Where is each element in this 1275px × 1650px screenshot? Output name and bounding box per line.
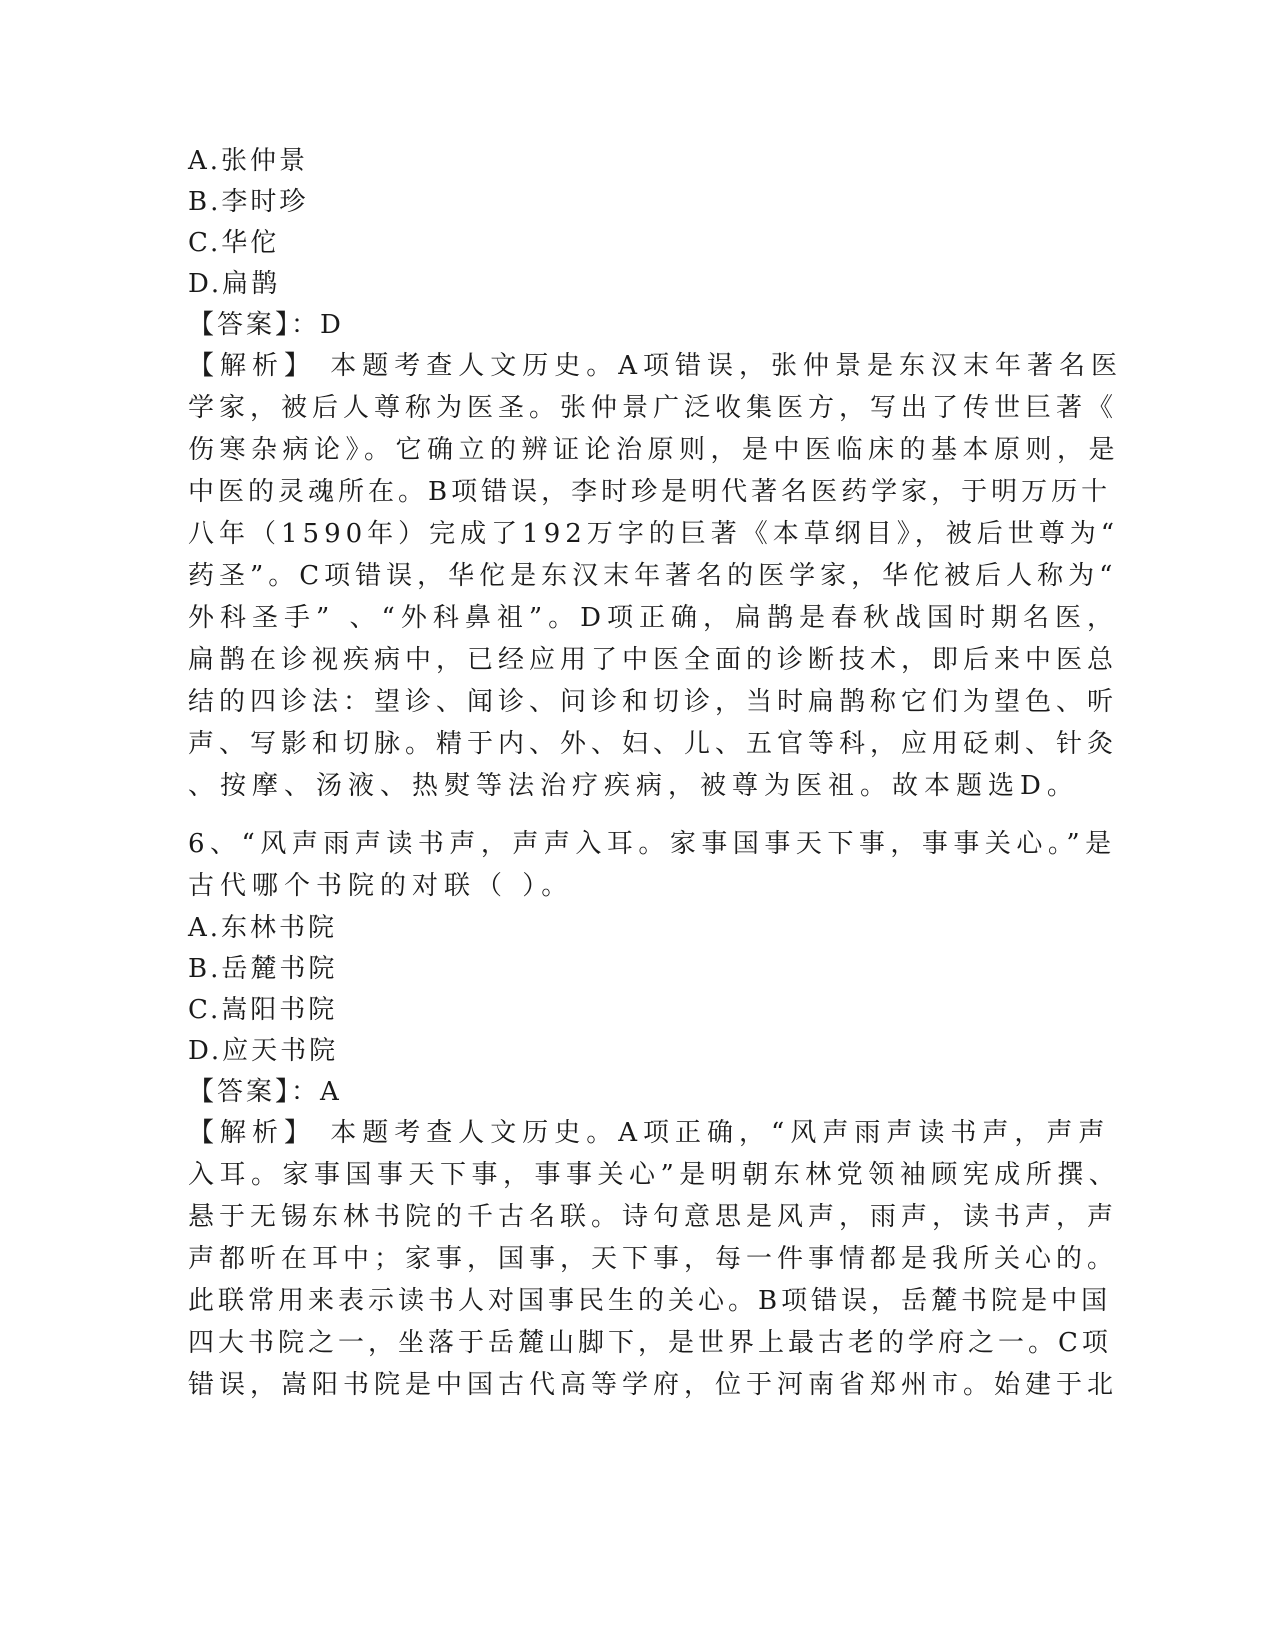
q6-stem-line: 古代哪个书院的对联（ ）。 xyxy=(188,871,574,901)
q5-option-b: B.李时珍 xyxy=(188,187,309,217)
q5-analysis-line: 学家，被后人尊称为医圣。张仲景广泛收集医方，写出了传世巨著《 xyxy=(188,393,1119,423)
q6-analysis-line: 入耳。家事国事天下事，事事关心”是明朝东林党领袖顾宪成所撰、 xyxy=(188,1160,1121,1190)
q5-analysis-line: 药圣”。C项错误，华佗是东汉末年著名的医学家，华佗被后人称为“ xyxy=(188,561,1118,591)
q6-analysis-line: 此联常用来表示读书人对国事民生的关心。B项错误，岳麓书院是中国 xyxy=(188,1286,1112,1316)
q5-option-d: D.扁鹊 xyxy=(188,269,281,299)
q6-analysis-line: 四大书院之一，坐落于岳麓山脚下，是世界上最古老的学府之一。C项 xyxy=(188,1328,1112,1358)
q6-analysis-line: 错误，嵩阳书院是中国古代高等学府，位于河南省郑州市。始建于北 xyxy=(188,1370,1119,1400)
q6-analysis-line: 声都听在耳中；家事，国事，天下事，每一件事情都是我所关心的。 xyxy=(188,1244,1119,1274)
q5-analysis-line: 伤寒杂病论》。它确立的辨证论治原则，是中医临床的基本原则，是 xyxy=(188,435,1121,465)
q5-analysis-line: 、按摩、汤液、热熨等法治疗疾病，被尊为医祖。故本题选D。 xyxy=(188,771,1079,801)
q5-analysis-line: 扁鹊在诊视疾病中，已经应用了中医全面的诊断技术，即后来中医总 xyxy=(188,645,1119,675)
q6-analysis-line: 【解析】 本题考查人文历史。A项正确，“风声雨声读书声，声声 xyxy=(188,1118,1111,1148)
q6-option-b: B.岳麓书院 xyxy=(188,954,338,984)
q6-option-c: C.嵩阳书院 xyxy=(188,995,338,1025)
q6-stem-line: 6、“风声雨声读书声，声声入耳。家事国事天下事，事事关心。”是 xyxy=(188,829,1117,859)
q6-answer: 【答案】：A xyxy=(188,1077,342,1107)
q5-answer: 【答案】：D xyxy=(188,310,344,340)
q5-analysis-line: 外科圣手” 、“外科鼻祖”。D项正确，扁鹊是春秋战国时期名医， xyxy=(188,603,1119,633)
q5-analysis-line: 结的四诊法：望诊、闻诊、问诊和切诊，当时扁鹊称它们为望色、听 xyxy=(188,687,1119,717)
q5-analysis-line: 声、写影和切脉。精于内、外、妇、儿、五官等科，应用砭刺、针灸 xyxy=(188,729,1119,759)
q5-analysis-line: 中医的灵魂所在。B项错误，李时珍是明代著名医药学家，于明万历十 xyxy=(188,477,1112,507)
q6-option-d: D.应天书院 xyxy=(188,1036,339,1066)
q5-option-c: C.华佗 xyxy=(188,228,280,258)
q5-analysis-line: 八年（1590年）完成了192万字的巨著《本草纲目》，被后世尊为“ xyxy=(188,519,1120,549)
q6-analysis-line: 悬于无锡东林书院的千古名联。诗句意思是风声，雨声，读书声，声 xyxy=(188,1202,1119,1232)
q6-option-a: A.东林书院 xyxy=(188,913,338,943)
q5-analysis-line: 【解析】 本题考查人文历史。A项错误，张仲景是东汉末年著名医 xyxy=(188,351,1124,381)
q5-option-a: A.张仲景 xyxy=(188,146,309,176)
